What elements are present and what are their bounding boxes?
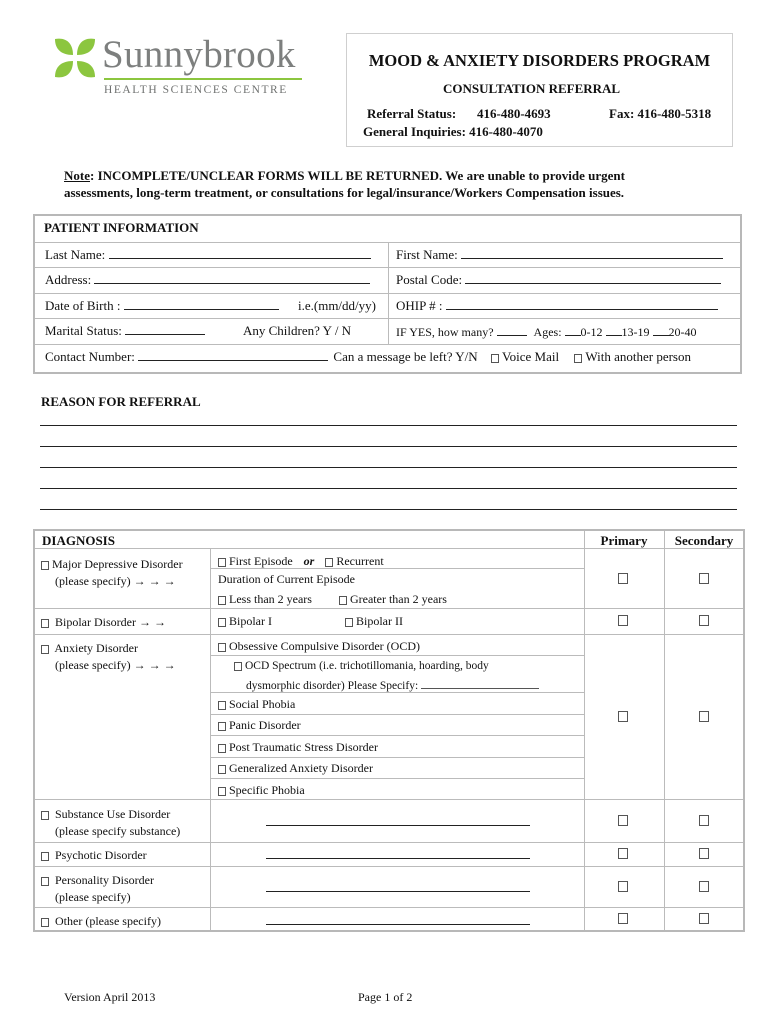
specific-phobia-label: Specific Phobia — [229, 783, 305, 797]
psychotic-option[interactable] — [41, 848, 147, 863]
fax-number: Fax: 416-480-5318 — [609, 106, 712, 121]
children-details[interactable] — [396, 324, 697, 340]
other-option[interactable] — [41, 914, 161, 929]
contact-number-label: Contact Number: — [45, 349, 135, 364]
mdd-specify: (please specify) → → → — [55, 574, 176, 588]
first-episode-label: First Episode — [229, 554, 293, 568]
last-name-field[interactable] — [45, 247, 371, 263]
panic-disorder-checkbox[interactable] — [218, 722, 226, 731]
bipolar-option[interactable] — [41, 615, 166, 630]
bipolar-i-checkbox[interactable] — [218, 618, 226, 627]
ocd-checkbox[interactable] — [218, 643, 226, 652]
duration-options[interactable] — [218, 592, 447, 607]
other-specify-line[interactable] — [266, 924, 530, 925]
ptsd-label: Post Traumatic Stress Disorder — [229, 740, 379, 754]
last-name-label: Last Name: — [45, 247, 106, 262]
ptsd-checkbox[interactable] — [218, 744, 226, 753]
contact-number-field[interactable] — [45, 349, 691, 365]
bipolar-checkbox[interactable] — [41, 619, 49, 628]
dob-label: Date of Birth : — [45, 298, 121, 313]
marital-status-blank[interactable] — [125, 323, 205, 335]
mdd-primary-checkbox[interactable] — [618, 573, 628, 584]
personality-option[interactable] — [41, 873, 154, 888]
bipolar-primary-checkbox[interactable] — [618, 615, 628, 626]
leaf-icon — [52, 36, 98, 80]
row-divider — [35, 799, 743, 800]
first-name-field[interactable] — [396, 247, 723, 263]
reason-line-3[interactable] — [40, 467, 737, 468]
other-label: Other (please specify) — [55, 914, 161, 928]
row-divider — [35, 608, 743, 609]
program-title: MOOD & ANXIETY DISORDERS PROGRAM — [368, 51, 711, 70]
address-field[interactable] — [45, 272, 370, 288]
dob-blank[interactable] — [124, 298, 279, 310]
age-range-1: 0-12 — [580, 325, 603, 339]
postal-code-blank[interactable] — [465, 272, 721, 284]
substance-use-option[interactable] — [41, 807, 170, 822]
column-divider — [210, 548, 211, 930]
any-children-question[interactable]: Any Children? Y / N — [243, 323, 352, 338]
how-many-blank[interactable] — [497, 324, 527, 336]
contact-number-blank[interactable] — [138, 349, 328, 361]
sunnybrook-logo — [52, 33, 304, 100]
less-than-2-years-checkbox[interactable] — [218, 596, 226, 605]
episode-options[interactable] — [218, 554, 384, 569]
column-divider — [664, 531, 665, 930]
marital-status-label: Marital Status: — [45, 323, 122, 338]
social-phobia-checkbox[interactable] — [218, 701, 226, 710]
another-person-label: With another person — [585, 349, 691, 364]
voicemail-label: Voice Mail — [501, 349, 560, 364]
anxiety-checkbox[interactable] — [41, 645, 49, 654]
ohip-field[interactable] — [396, 298, 718, 314]
gad-option[interactable] — [218, 761, 373, 776]
patient-info-heading: PATIENT INFORMATION — [44, 220, 199, 235]
ptsd-option[interactable] — [218, 740, 378, 755]
row-divider — [210, 757, 584, 758]
bipolar-secondary-checkbox[interactable] — [699, 615, 709, 626]
substance-secondary-checkbox[interactable] — [699, 815, 709, 826]
another-person-checkbox[interactable] — [574, 354, 582, 363]
age-range-2: 13-19 — [621, 325, 650, 339]
bipolar-types[interactable] — [218, 614, 403, 629]
gad-label: Generalized Anxiety Disorder — [229, 761, 373, 775]
greater-than-2-years-checkbox[interactable] — [339, 596, 347, 605]
ocd-spectrum-label: OCD Spectrum (i.e. trichotillomania, hoarding, body — [245, 660, 489, 672]
or-text: or — [303, 554, 315, 568]
personality-specify: (please specify) — [55, 890, 131, 904]
logo-name: Sunnybrook — [102, 33, 296, 76]
mdd-option[interactable] — [41, 557, 183, 572]
row-divider — [210, 735, 584, 736]
recurrent-checkbox[interactable] — [325, 558, 333, 567]
last-name-blank[interactable] — [109, 247, 371, 259]
ocd-spectrum-blank[interactable] — [421, 677, 539, 689]
column-divider — [584, 531, 585, 930]
reason-line-2[interactable] — [40, 446, 737, 447]
version-label: Version April 2013 — [64, 990, 156, 1004]
anxiety-label: Anxiety Disorder — [54, 641, 138, 655]
row-divider — [35, 634, 743, 635]
personality-primary-checkbox[interactable] — [618, 881, 628, 892]
row-divider — [210, 714, 584, 715]
referral-status-label: Referral Status: — [367, 106, 457, 121]
ages-label: Ages: — [533, 325, 562, 339]
page-number: Page 1 of 2 — [358, 990, 413, 1004]
dob-format-hint: i.e.(mm/dd/yy) — [298, 298, 376, 313]
column-divider — [388, 242, 389, 344]
row-divider — [35, 907, 743, 908]
other-checkbox[interactable] — [41, 918, 49, 927]
substance-specify-line[interactable] — [266, 825, 530, 826]
social-phobia-option[interactable] — [218, 697, 295, 712]
ocd-spectrum-checkbox[interactable] — [234, 662, 242, 671]
less-than-2-years-label: Less than 2 years — [229, 592, 312, 606]
date-of-birth-field[interactable] — [45, 298, 279, 314]
mdd-secondary-checkbox[interactable] — [699, 573, 709, 584]
referral-status-phone: 416-480-4693 — [477, 106, 551, 121]
note-text-1: : INCOMPLETE/UNCLEAR FORMS WILL BE RETURNED. We are unable to provide urgent — [90, 168, 625, 183]
bipolar-ii-label: Bipolar II — [356, 614, 403, 628]
row-divider — [210, 655, 584, 656]
postal-code-label: Postal Code: — [396, 272, 463, 287]
address-blank[interactable] — [94, 272, 370, 284]
note-line-2: assessments, long-term treatment, or consultations for legal/insurance/Workers Compensation issues. — [64, 185, 625, 200]
row-divider — [35, 344, 740, 345]
panic-disorder-label: Panic Disorder — [229, 718, 301, 732]
anxiety-primary-checkbox[interactable] — [618, 711, 628, 722]
greater-than-2-years-label: Greater than 2 years — [349, 592, 447, 606]
substance-specify: (please specify substance) — [55, 824, 181, 838]
bipolar-label: Bipolar Disorder → → — [55, 615, 166, 629]
other-primary-checkbox[interactable] — [618, 913, 628, 924]
personality-specify-line[interactable] — [266, 891, 530, 892]
primary-column-header: Primary — [600, 533, 648, 548]
social-phobia-label: Social Phobia — [229, 697, 296, 711]
row-divider — [210, 778, 584, 779]
program-header-box — [346, 33, 733, 147]
ohip-blank[interactable] — [446, 298, 718, 310]
psychotic-specify-line[interactable] — [266, 858, 530, 859]
voicemail-checkbox[interactable] — [491, 354, 499, 363]
recurrent-label: Recurrent — [336, 554, 384, 568]
mdd-label: Major Depressive Disorder — [52, 557, 183, 571]
note-label: Note — [64, 168, 90, 183]
secondary-column-header: Secondary — [674, 533, 734, 548]
reason-line-5[interactable] — [40, 509, 737, 510]
psychotic-label: Psychotic Disorder — [55, 848, 147, 862]
ohip-label: OHIP # : — [396, 298, 443, 313]
postal-code-field[interactable] — [396, 272, 721, 288]
first-name-label: First Name: — [396, 247, 458, 262]
personality-checkbox[interactable] — [41, 877, 49, 886]
duration-label: Duration of Current Episode — [218, 572, 355, 586]
substance-use-label: Substance Use Disorder — [55, 807, 171, 821]
age-range-3: 20-40 — [668, 325, 697, 339]
age-blank-2[interactable] — [606, 324, 622, 336]
note-line-1 — [64, 168, 625, 184]
general-inquiries: General Inquiries: 416-480-4070 — [363, 124, 543, 139]
reason-heading: REASON FOR REFERRAL — [41, 394, 201, 409]
logo-subtitle: HEALTH SCIENCES CENTRE — [104, 84, 288, 96]
logo-rule — [104, 78, 302, 80]
bipolar-i-label: Bipolar I — [229, 614, 272, 628]
personality-label: Personality Disorder — [55, 873, 154, 887]
reason-line-4[interactable] — [40, 488, 737, 489]
how-many-label: IF YES, how many? — [396, 325, 494, 339]
anxiety-specify: (please specify) → → → — [55, 658, 176, 672]
mdd-checkbox[interactable] — [41, 561, 49, 570]
age-blank-3[interactable] — [653, 324, 669, 336]
diagnosis-heading: DIAGNOSIS — [42, 533, 115, 548]
psychotic-secondary-checkbox[interactable] — [699, 848, 709, 859]
ocd-spectrum-specify[interactable] — [246, 677, 539, 692]
specific-phobia-checkbox[interactable] — [218, 787, 226, 796]
anxiety-option[interactable] — [41, 641, 138, 656]
panic-disorder-option[interactable] — [218, 718, 301, 733]
age-blank-1[interactable] — [565, 324, 581, 336]
first-name-blank[interactable] — [461, 247, 723, 259]
address-label: Address: — [45, 272, 92, 287]
anxiety-secondary-checkbox[interactable] — [699, 711, 709, 722]
diagnosis-table — [33, 529, 745, 932]
substance-primary-checkbox[interactable] — [618, 815, 628, 826]
row-divider — [210, 692, 584, 693]
ocd-spectrum-option[interactable] — [234, 660, 489, 672]
ocd-label: Obsessive Compulsive Disorder (OCD) — [229, 639, 420, 653]
ocd-option[interactable] — [218, 639, 420, 654]
row-divider — [35, 866, 743, 867]
specific-phobia-option[interactable] — [218, 783, 305, 798]
substance-use-checkbox[interactable] — [41, 811, 49, 820]
gad-checkbox[interactable] — [218, 765, 226, 774]
ocd-spectrum-label-2: dysmorphic disorder) Please Specify: — [246, 680, 419, 692]
psychotic-primary-checkbox[interactable] — [618, 848, 628, 859]
message-question: Can a message be left? Y/N — [333, 349, 478, 364]
first-episode-checkbox[interactable] — [218, 558, 226, 567]
other-secondary-checkbox[interactable] — [699, 913, 709, 924]
reason-line-1[interactable] — [40, 425, 737, 426]
marital-status-field[interactable] — [45, 323, 205, 339]
psychotic-checkbox[interactable] — [41, 852, 49, 861]
row-divider — [35, 842, 743, 843]
personality-secondary-checkbox[interactable] — [699, 881, 709, 892]
bipolar-ii-checkbox[interactable] — [345, 618, 353, 627]
program-subtitle: CONSULTATION REFERRAL — [443, 81, 621, 96]
